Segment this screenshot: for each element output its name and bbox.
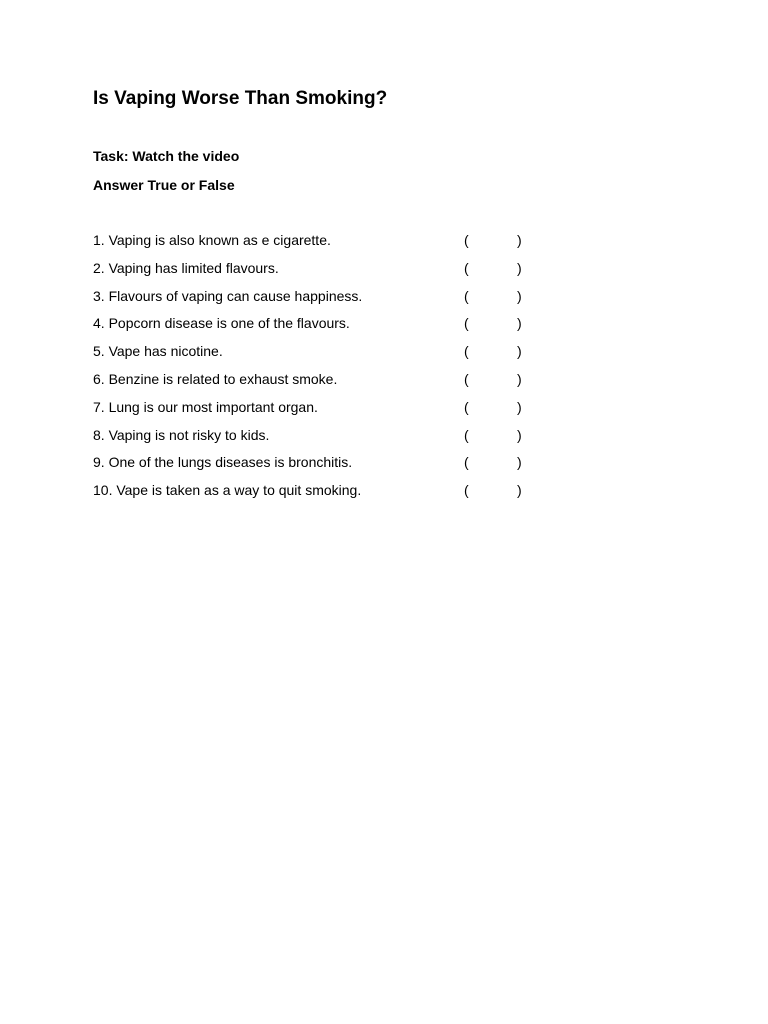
answer-blank-close: ) — [517, 482, 522, 499]
question-item — [93, 343, 533, 371]
question-item — [93, 232, 533, 260]
answer-blank-open: ( — [464, 343, 469, 360]
answer-blank-open: ( — [464, 259, 469, 276]
answer-blank-open: ( — [464, 398, 469, 415]
answer-blank-open: ( — [464, 454, 469, 471]
question-text: 2. Vaping has limited flavours. — [93, 259, 279, 276]
answer-blank-close: ) — [517, 232, 522, 248]
question-item — [93, 399, 533, 427]
answer-blank-open: ( — [464, 315, 469, 332]
answer-blank-open: ( — [464, 232, 469, 248]
question-item — [93, 427, 533, 455]
question-text: 8. Vaping is not risky to kids. — [93, 426, 270, 443]
question-text: 10. Vape is taken as a way to quit smoking. — [93, 482, 362, 499]
question-text: 4. Popcorn disease is one of the flavours. — [93, 315, 350, 332]
answer-blank-open: ( — [464, 482, 469, 499]
question-item — [93, 260, 533, 288]
answer-blank-open: ( — [464, 426, 469, 443]
question-text: 7. Lung is our most important organ. — [93, 398, 318, 415]
instruction-heading: Answer True or False — [93, 177, 235, 193]
answer-blank-close: ) — [517, 259, 522, 276]
answer-blank-close: ) — [517, 370, 522, 387]
answer-blank-close: ) — [517, 315, 522, 332]
question-item — [93, 371, 533, 399]
question-item — [93, 482, 533, 510]
answer-blank-close: ) — [517, 454, 522, 471]
answer-blank-close: ) — [517, 287, 522, 304]
page-title: Is Vaping Worse Than Smoking? — [93, 88, 388, 109]
answer-blank-open: ( — [464, 370, 469, 387]
question-list — [93, 232, 533, 510]
answer-blank-close: ) — [517, 343, 522, 360]
question-text: 1. Vaping is also known as e cigarette. — [93, 232, 331, 248]
question-text: 5. Vape has nicotine. — [93, 343, 223, 360]
question-text: 6. Benzine is related to exhaust smoke. — [93, 370, 338, 387]
question-text: 9. One of the lungs diseases is bronchitis. — [93, 454, 353, 471]
question-item — [93, 315, 533, 343]
question-text: 3. Flavours of vaping can cause happiness. — [93, 287, 363, 304]
question-item — [93, 288, 533, 316]
question-item — [93, 454, 533, 482]
task-heading: Task: Watch the video — [93, 148, 240, 164]
answer-blank-close: ) — [517, 426, 522, 443]
answer-blank-open: ( — [464, 287, 469, 304]
answer-blank-close: ) — [517, 398, 522, 415]
